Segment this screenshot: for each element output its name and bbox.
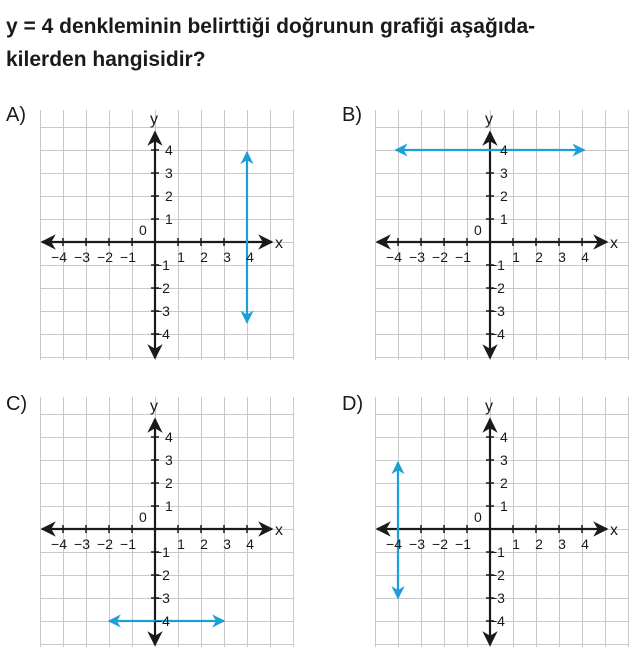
y-tick-label: −2	[154, 280, 170, 296]
y-tick-label: −2	[489, 567, 505, 583]
x-tick-label: −3	[74, 536, 90, 552]
x-tick-label: −1	[455, 249, 471, 265]
origin-label: 0	[474, 509, 482, 525]
origin-label: 0	[139, 509, 147, 525]
x-tick-label: 4	[246, 536, 254, 552]
y-tick-label: −1	[489, 544, 505, 560]
option-a-graph[interactable]	[40, 110, 300, 360]
question-line-2: kilerden hangisidir?	[6, 48, 206, 71]
option-c-graph[interactable]	[40, 397, 300, 647]
x-tick-label: −3	[409, 249, 425, 265]
y-tick-label: 2	[500, 188, 508, 204]
y-tick-label: 2	[165, 188, 173, 204]
x-tick-label: −2	[97, 536, 113, 552]
x-tick-label: 4	[581, 536, 589, 552]
y-tick-label: −4	[154, 326, 170, 342]
x-axis-label: x	[610, 522, 618, 539]
y-tick-label: 1	[500, 211, 508, 227]
y-tick-label: 4	[500, 429, 508, 445]
x-tick-label: 2	[535, 249, 543, 265]
y-tick-label: 3	[165, 452, 173, 468]
option-c-label[interactable]: C)	[6, 393, 28, 415]
x-tick-label: 4	[581, 249, 589, 265]
x-tick-label: 4	[246, 249, 254, 265]
y-tick-label: −4	[154, 613, 170, 629]
y-tick-label: 1	[165, 498, 173, 514]
x-tick-label: −2	[432, 249, 448, 265]
x-tick-label: 3	[223, 536, 231, 552]
y-tick-label: 3	[500, 165, 508, 181]
y-tick-label: 4	[500, 142, 508, 158]
question-line-1: y = 4 denkleminin belirttiği doğrunun grafiği aşağıda-	[6, 15, 536, 38]
option-d-label[interactable]: D)	[342, 393, 364, 415]
x-tick-label: 1	[177, 249, 185, 265]
y-tick-label: 1	[500, 498, 508, 514]
option-b-label[interactable]: B)	[342, 104, 362, 126]
x-tick-label: 2	[200, 249, 208, 265]
y-tick-label: 2	[500, 475, 508, 491]
x-tick-label: 2	[200, 536, 208, 552]
y-axis-label: y	[485, 398, 493, 415]
origin-label: 0	[474, 222, 482, 238]
x-tick-label: 3	[558, 536, 566, 552]
option-a-label[interactable]: A)	[6, 104, 26, 126]
y-tick-label: −3	[154, 590, 170, 606]
option-b-graph[interactable]	[375, 110, 635, 360]
y-tick-label: 3	[165, 165, 173, 181]
y-axis-label: y	[150, 398, 158, 415]
x-tick-label: −4	[386, 536, 402, 552]
y-tick-label: −3	[154, 303, 170, 319]
x-tick-label: −1	[455, 536, 471, 552]
x-tick-label: −1	[120, 536, 136, 552]
x-tick-label: −4	[51, 536, 67, 552]
y-tick-label: 4	[165, 429, 173, 445]
origin-label: 0	[139, 222, 147, 238]
x-tick-label: 1	[177, 536, 185, 552]
x-tick-label: −2	[432, 536, 448, 552]
x-axis-label: x	[275, 522, 283, 539]
x-tick-label: 2	[535, 536, 543, 552]
option-d-graph[interactable]	[375, 397, 635, 647]
y-tick-label: −1	[154, 544, 170, 560]
x-axis-label: x	[275, 235, 283, 252]
y-tick-label: −2	[154, 567, 170, 583]
x-axis-label: x	[610, 235, 618, 252]
x-tick-label: −4	[386, 249, 402, 265]
y-tick-label: −3	[489, 303, 505, 319]
y-tick-label: 1	[165, 211, 173, 227]
question-text	[6, 10, 631, 76]
x-tick-label: 1	[512, 249, 520, 265]
x-tick-label: −4	[51, 249, 67, 265]
y-tick-label: −2	[489, 280, 505, 296]
x-tick-label: −3	[409, 536, 425, 552]
y-tick-label: 2	[165, 475, 173, 491]
x-tick-label: −3	[74, 249, 90, 265]
y-tick-label: −1	[489, 257, 505, 273]
y-axis-label: y	[150, 111, 158, 128]
y-axis-label: y	[485, 111, 493, 128]
y-tick-label: −4	[489, 613, 505, 629]
y-tick-label: 3	[500, 452, 508, 468]
y-tick-label: −1	[154, 257, 170, 273]
x-tick-label: 3	[558, 249, 566, 265]
y-tick-label: 4	[165, 142, 173, 158]
x-tick-label: −2	[97, 249, 113, 265]
x-tick-label: 3	[223, 249, 231, 265]
x-tick-label: −1	[120, 249, 136, 265]
x-tick-label: 1	[512, 536, 520, 552]
y-tick-label: −3	[489, 590, 505, 606]
y-tick-label: −4	[489, 326, 505, 342]
